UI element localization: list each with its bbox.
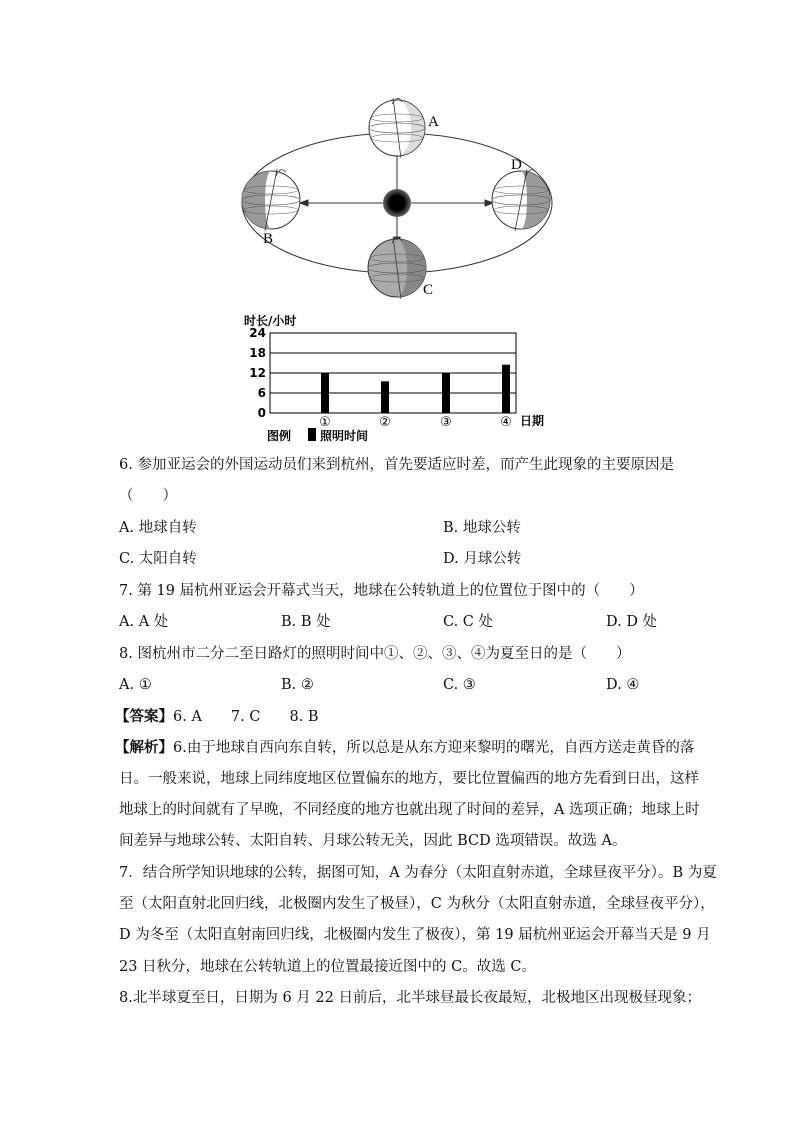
chart-xlabel: 日期	[520, 414, 545, 428]
analysis-line-3: 地球上的时间就有了早晚，不同经度的地方也就出现了时间的差异，A 选项正确；地球上时	[119, 802, 700, 818]
chart-gridlines	[270, 353, 516, 393]
legend-series-name: 照明时间	[320, 429, 369, 443]
bar-3	[442, 373, 450, 413]
question-7-option-b: B. B 处	[281, 614, 331, 630]
earth-position-b	[242, 169, 300, 231]
answer-tag: 【答案】	[115, 708, 173, 725]
label-b: B	[263, 231, 274, 247]
bar-1	[321, 373, 329, 413]
question-8-option-b: B. ②	[281, 677, 314, 693]
y-tick-label: 6	[257, 386, 266, 400]
question-6-stem: 6. 参加亚运会的外国运动员们来到杭州，首先要适应时差，而产生此现象的主要原因是	[119, 457, 674, 473]
legend-prefix: 图例	[267, 429, 292, 443]
analysis-line-7: D 为冬至（太阳直射南回归线，北极圈内发生了极夜），第 19 届杭州亚运会开幕当天是 9 月	[119, 927, 711, 943]
question-7-option-d: D. D 处	[606, 614, 658, 630]
earth-position-c	[368, 237, 426, 299]
question-8-option-d: D. ④	[606, 677, 640, 693]
analysis-line-9: 8.北半球夏至日，日期为 6 月 22 日前后，北半球昼最长夜最短，北极地区出现极昼现象；	[119, 990, 701, 1006]
question-6-option-b: B. 地球公转	[443, 520, 521, 536]
analysis-tag: 【解析】	[115, 739, 173, 756]
chart-yticks	[249, 326, 266, 420]
x-tick-label: ②	[379, 415, 391, 430]
analysis-text-1: 6.由于地球自西向东自转，所以总是从东方迎来黎明的曙光，自西方送走黄昏的落	[173, 740, 695, 756]
analysis-line-5: 7．结合所学知识地球的公转，据图可知，A 为春分（太阳直射赤道，全球昼夜平分）。B 为夏	[119, 865, 717, 881]
label-a: A	[428, 114, 439, 130]
y-tick-label: 0	[257, 406, 266, 420]
question-8-stem: 8. 图杭州市二分二至日路灯的照明时间中①、②、③、④为夏至日的是（ ）	[119, 646, 631, 662]
question-8-option-a: A. ①	[119, 677, 152, 693]
y-tick-label: 24	[249, 326, 266, 340]
x-tick-label: ③	[440, 415, 452, 430]
answer-text: 6. A 7. C 8. B	[173, 709, 319, 725]
question-6-option-c: C. 太阳自转	[119, 551, 197, 567]
bar-2	[381, 381, 389, 413]
x-tick-label: ①	[319, 415, 331, 430]
chart-bars	[321, 365, 510, 413]
label-d: D	[511, 157, 522, 173]
geography-figure	[0, 0, 794, 450]
question-8-option-c: C. ③	[443, 677, 476, 693]
earth-position-a	[369, 98, 425, 158]
question-6-option-a: A. 地球自转	[119, 520, 197, 536]
question-6-blank: （ ）	[119, 488, 177, 504]
lighting-time-bar-chart	[244, 313, 544, 443]
answer-line	[115, 710, 319, 725]
label-c: C	[423, 282, 434, 298]
question-7-stem: 7. 第 19 届杭州亚运会开幕式当天，地球在公转轨道上的位置位于图中的（ ）	[119, 583, 644, 599]
chart-ylabel: 时长/小时	[244, 314, 297, 328]
analysis-line-2: 日。一般来说，地球上同纬度地区位置偏东的地方，要比位置偏西的地方先看到日出，这样	[119, 771, 699, 787]
y-tick-label: 12	[249, 366, 266, 380]
question-7-option-c: C. C 处	[443, 614, 493, 630]
x-tick-label: ④	[500, 415, 512, 430]
analysis-line-8: 23 日秋分，地球在公转轨道上的位置最接近图中的 C。故选 C。	[119, 959, 536, 975]
chart-xticks	[319, 415, 512, 430]
sun-icon	[383, 189, 411, 217]
analysis-line-6: 至（太阳直射北回归线，北极圈内发生了极昼），C 为秋分（太阳直射赤道，全球昼夜平分），	[119, 896, 715, 912]
earth-position-d	[492, 169, 550, 231]
question-7-option-a: A. A 处	[119, 614, 169, 630]
question-6-option-d: D. 月球公转	[443, 551, 522, 567]
y-tick-label: 18	[249, 346, 266, 360]
analysis-line-1	[115, 741, 694, 756]
bar-4	[502, 365, 510, 413]
legend-swatch	[308, 428, 316, 441]
analysis-line-4: 间差异与地球公转、太阳自转、月球公转无关，因此 BCD 选项错误。故选 A。	[119, 833, 627, 849]
